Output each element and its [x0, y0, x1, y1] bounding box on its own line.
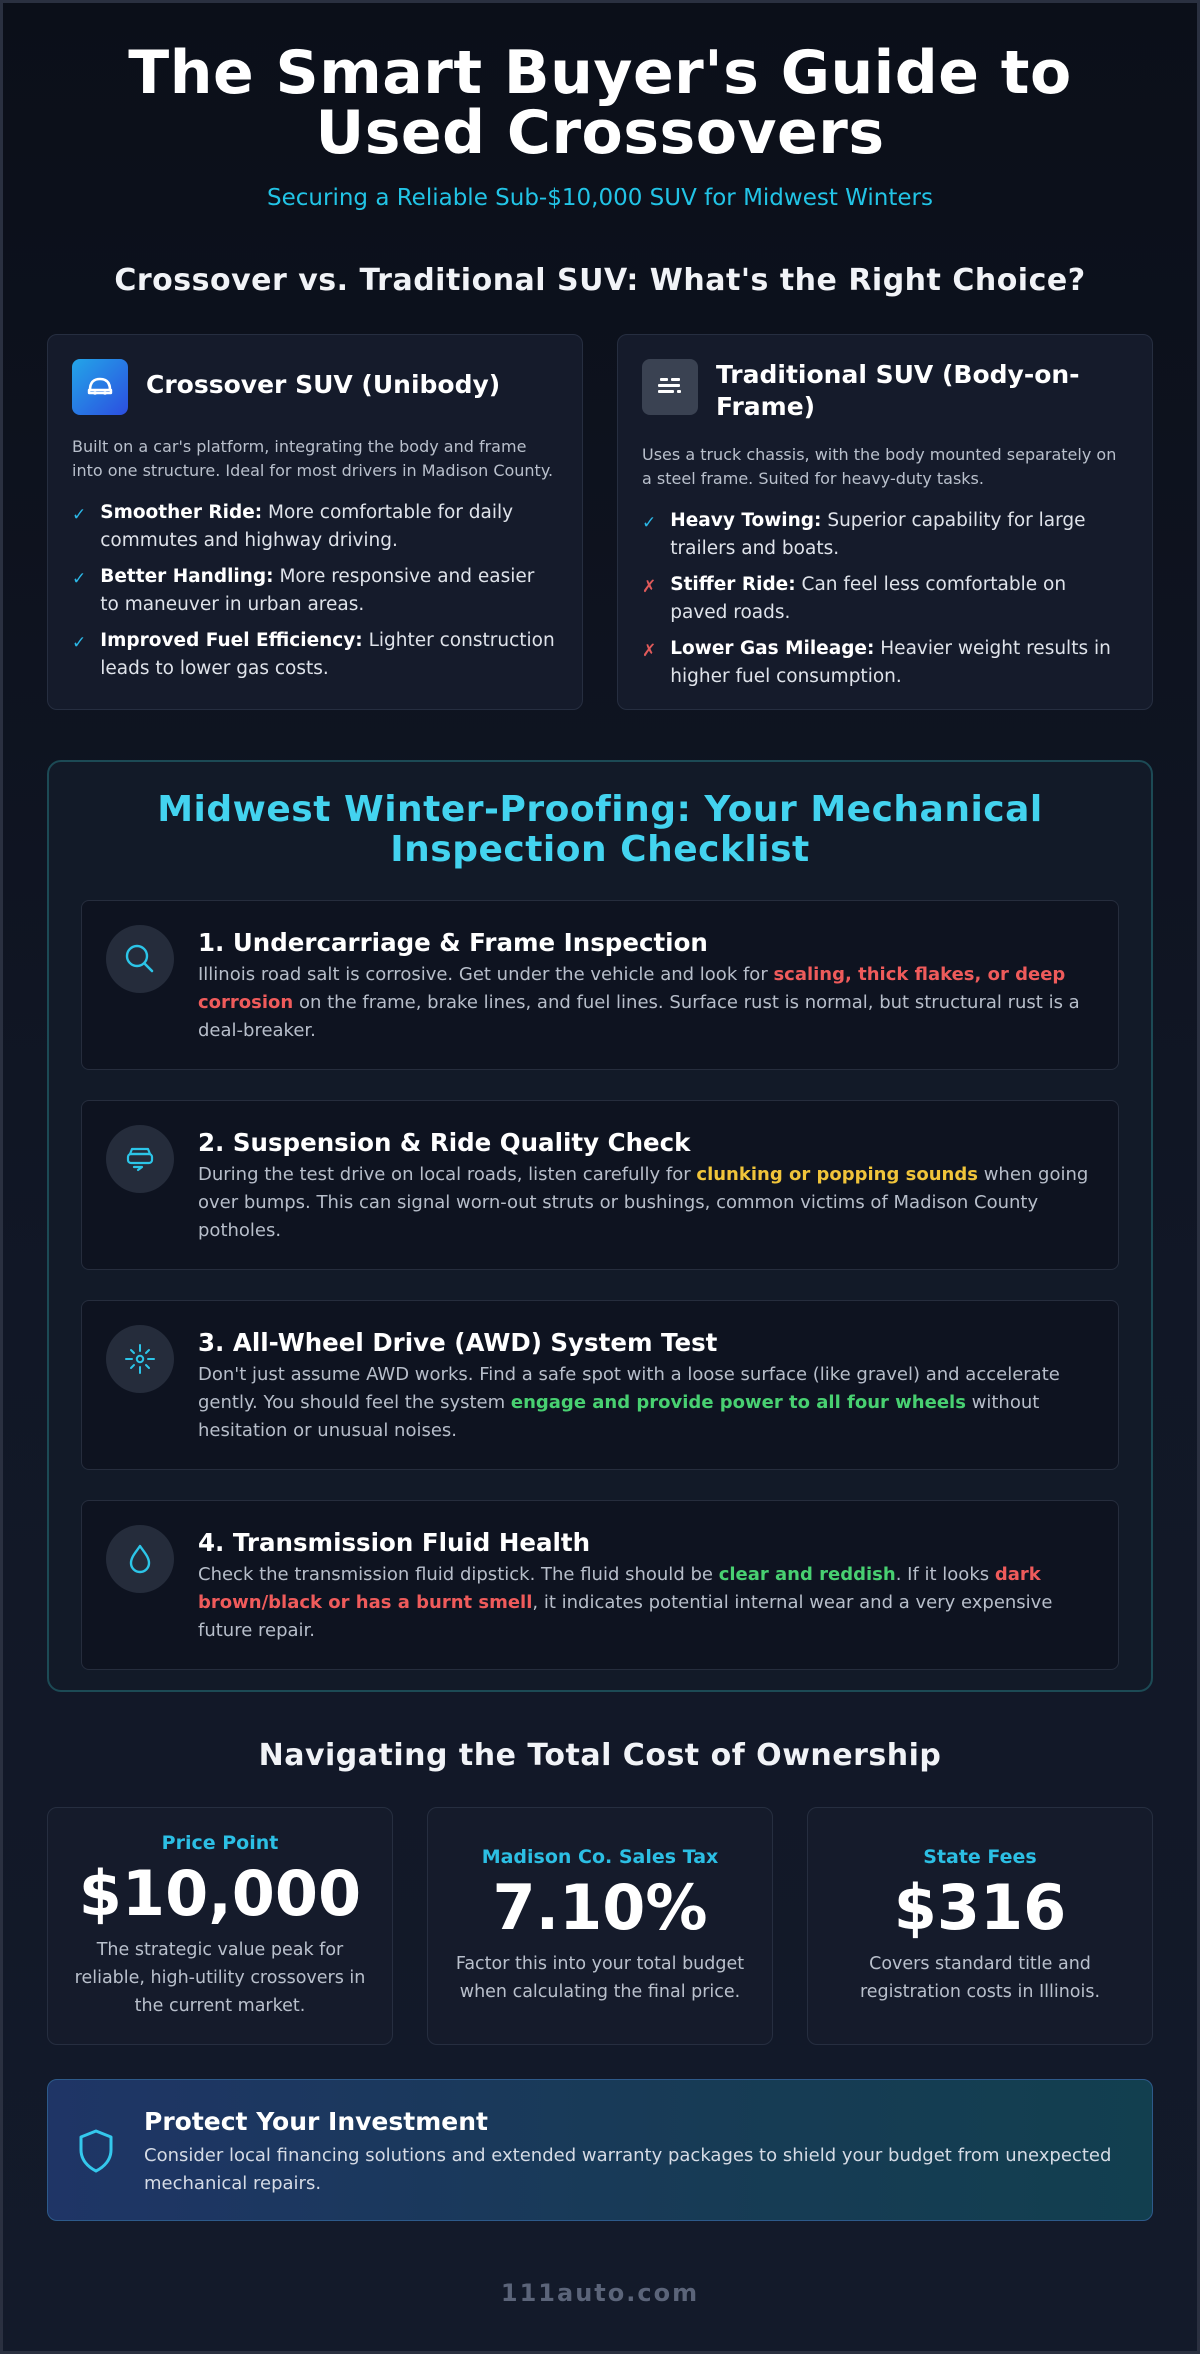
- cost-note: The strategic value peak for reliable, high-utility crossovers in the current market.: [74, 1940, 366, 2016]
- checklist-title: Midwest Winter-Proofing: Your Mechanical Inspection Checklist: [157, 789, 1043, 870]
- crossover-card-title: Crossover SUV (Unibody): [146, 370, 501, 399]
- feature-item: ✗ Lower Gas Mileage: Heavier weight results in higher fuel consumption.: [642, 635, 1128, 691]
- cost-note: Covers standard title and registration costs in Illinois.: [859, 1954, 1101, 2002]
- check-icon: ✓: [72, 505, 87, 525]
- traditional-suv-card: [617, 334, 1153, 710]
- truck-icon: [642, 359, 698, 415]
- cross-icon: ✗: [642, 577, 657, 597]
- step-title: 1. Undercarriage & Frame Inspection: [198, 928, 708, 957]
- comparison-cards: [47, 334, 1153, 710]
- comparison-title: Crossover vs. Traditional SUV: What's the Right Choice?: [114, 263, 1086, 298]
- state-fees-card: [807, 1807, 1153, 2045]
- car-icon: [72, 359, 128, 415]
- protect-title: Protect Your Investment: [144, 2107, 488, 2136]
- step-description: Illinois road salt is corrosive. Get under the vehicle and look for scaling, thick flakes, or deep corrosion on the frame, brake lines, and fuel lines. Surface rust is normal, but structural rust is a deal-breaker.: [198, 964, 1080, 1041]
- feature-item: ✓ Smoother Ride: More comfortable for daily commutes and highway driving.: [72, 499, 558, 555]
- cost-label: Madison Co. Sales Tax: [481, 1846, 719, 1868]
- checklist-step: [81, 1500, 1119, 1670]
- footer-brand: 111auto.com: [500, 2279, 700, 2307]
- cost-value: 7.10%: [492, 1871, 708, 1944]
- cost-value: $316: [893, 1871, 1067, 1944]
- price-point-card: [47, 1807, 393, 2045]
- cross-icon: ✗: [642, 641, 657, 661]
- crossover-card: [47, 334, 583, 710]
- cost-note: Factor this into your total budget when calculating the final price.: [455, 1954, 745, 2002]
- traditional-feature-list: [642, 507, 1128, 691]
- checklist-step: [81, 1300, 1119, 1470]
- cost-cards: [47, 1807, 1153, 2045]
- check-icon: ✓: [72, 569, 87, 589]
- sales-tax-card: [427, 1807, 773, 2045]
- step-description: Don't just assume AWD works. Find a safe spot with a loose surface (like gravel) and accelerate gently. You should feel the system engage and provide power to all four wheels without hesitation or unusual noises.: [198, 1364, 1060, 1441]
- shield-icon: [76, 2106, 116, 2178]
- crossover-card-description: Built on a car's platform, integrating the body and frame into one structure. Ideal for most drivers in Madison County.: [72, 437, 554, 480]
- checklist-step: [81, 900, 1119, 1070]
- protect-investment-banner: [47, 2079, 1153, 2221]
- step-title: 2. Suspension & Ride Quality Check: [198, 1128, 691, 1157]
- suspension-icon: [106, 1125, 174, 1193]
- feature-item: ✓ Improved Fuel Efficiency: Lighter construction leads to lower gas costs.: [72, 627, 558, 683]
- page-title: The Smart Buyer's Guide to Used Crossovers: [128, 38, 1072, 168]
- step-title: 3. All-Wheel Drive (AWD) System Test: [198, 1328, 718, 1357]
- inspection-checklist: [47, 760, 1153, 1692]
- page-subtitle: Securing a Reliable Sub-$10,000 SUV for Midwest Winters: [267, 185, 933, 211]
- check-icon: ✓: [72, 633, 87, 653]
- cost-value: $10,000: [78, 1857, 362, 1930]
- feature-item: ✓ Better Handling: More responsive and easier to maneuver in urban areas.: [72, 563, 558, 619]
- cost-label: Price Point: [161, 1832, 279, 1854]
- cost-label: State Fees: [923, 1846, 1037, 1868]
- protect-text: Consider local financing solutions and extended warranty packages to shield your budget from unexpected mechanical repairs.: [144, 2145, 1112, 2194]
- feature-item: ✗ Stiffer Ride: Can feel less comfortable on paved roads.: [642, 571, 1128, 627]
- step-description: During the test drive on local roads, listen carefully for clunking or popping sounds when going over bumps. This can signal worn-out struts or bushings, common victims of Madison County potholes.: [198, 1164, 1089, 1241]
- step-description: Check the transmission fluid dipstick. The fluid should be clear and reddish. If it looks dark brown/black or has a burnt smell, it indicates potential internal wear and a very expensive future repair.: [198, 1564, 1053, 1641]
- cost-section-title: Navigating the Total Cost of Ownership: [258, 1738, 942, 1773]
- magnifier-icon: [106, 925, 174, 993]
- feature-item: ✓ Heavy Towing: Superior capability for large trailers and boats.: [642, 507, 1128, 563]
- traditional-suv-card-description: Uses a truck chassis, with the body mounted separately on a steel frame. Suited for heavy-duty tasks.: [642, 445, 1117, 488]
- crossover-feature-list: [72, 499, 558, 683]
- check-icon: ✓: [642, 513, 657, 533]
- droplet-icon: [106, 1525, 174, 1593]
- step-title: 4. Transmission Fluid Health: [198, 1528, 591, 1557]
- checklist-step: [81, 1100, 1119, 1270]
- snowflake-icon: [106, 1325, 174, 1393]
- traditional-suv-card-title: Traditional SUV (Body-on-Frame): [716, 360, 1080, 421]
